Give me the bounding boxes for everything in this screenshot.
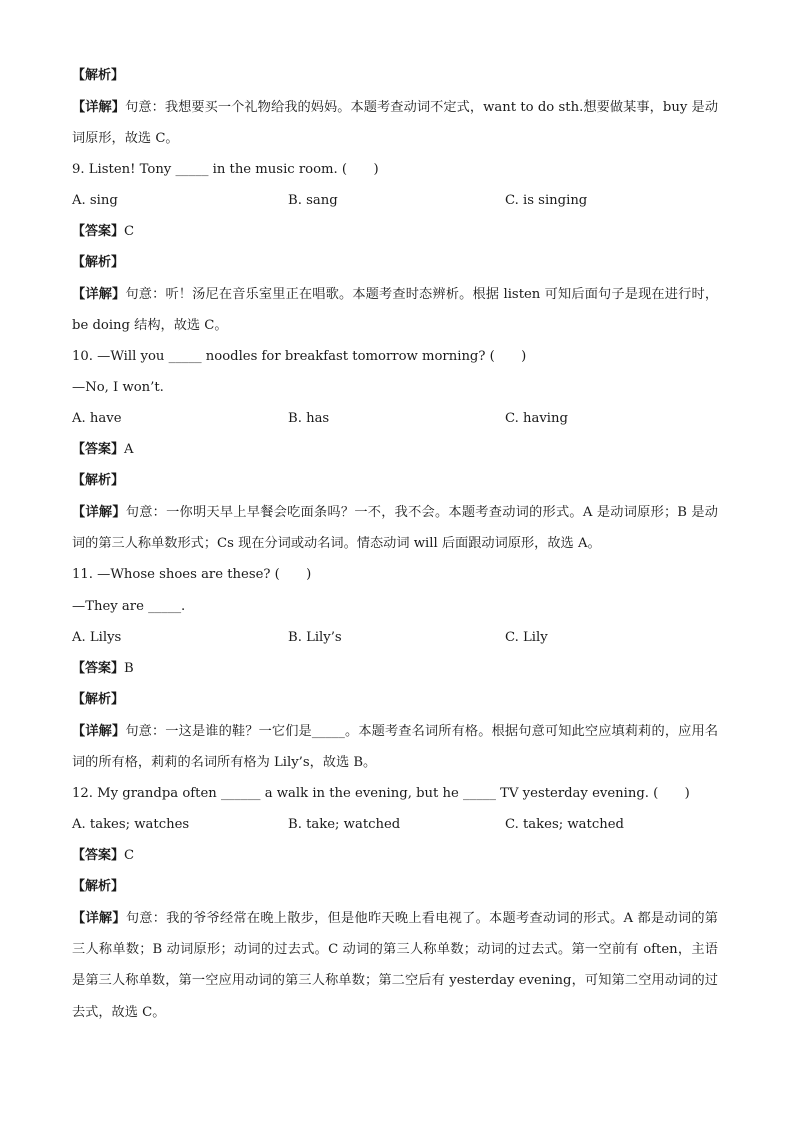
- detail-text: 句意：听！汤尼在音乐室里正在唱歌。本题考查时态辨析。根据 listen 可知后面句子是现在进行时，be doing 结构，故选 C。: [72, 287, 719, 334]
- option-c: C. takes; watched: [505, 817, 624, 832]
- answer-line: [72, 440, 732, 460]
- detail-paragraph: [72, 279, 718, 341]
- question-text: 11. —Whose shoes are these? ( ): [72, 567, 312, 582]
- analysis-label: 【解析】: [72, 879, 125, 894]
- option-a: A. sing: [72, 193, 118, 208]
- option-a: A. Lilys: [72, 630, 122, 645]
- answer-value: C: [124, 224, 135, 239]
- question-text-line2: —No, I won’t.: [72, 380, 164, 395]
- answer-value: A: [124, 442, 134, 457]
- option-c: C. is singing: [505, 193, 588, 208]
- analysis-label: 【解析】: [72, 255, 125, 270]
- answer-label: 【答案】: [72, 442, 125, 457]
- option-b: B. take; watched: [288, 817, 401, 832]
- detail-label: 【详解】: [72, 911, 126, 926]
- option-b: B. Lily’s: [288, 630, 342, 645]
- detail-label: 【详解】: [72, 100, 126, 115]
- analysis-label: 【解析】: [72, 473, 125, 488]
- answer-line: [72, 222, 732, 242]
- question-text: 12. My grandpa often ______ a walk in the evening, but he _____ TV yesterday evening. ( ): [72, 786, 690, 801]
- detail-paragraph: [72, 497, 718, 559]
- option-a: A. takes; watches: [72, 817, 190, 832]
- detail-paragraph: [72, 716, 718, 778]
- option-b: B. sang: [288, 193, 338, 208]
- detail-text: 句意：我想要买一个礼物给我的妈妈。本题考查动词不定式，want to do sth.想要做某事，buy 是动词原形，故选 C。: [72, 100, 719, 147]
- question-text-line2: —They are _____.: [72, 599, 186, 614]
- detail-text: 句意：一你明天早上早餐会吃面条吗？一不，我不会。本题考查动词的形式。A 是动词原形；B 是动词的第三人称单数形式；Cs 现在分词或动名词。情态动词 will 后面跟动词原形，故选 A。: [72, 505, 718, 552]
- analysis-label: 【解析】: [72, 692, 125, 707]
- analysis-heading: [72, 471, 732, 491]
- question-text: 9. Listen! Tony _____ in the music room. ( ): [72, 162, 379, 177]
- analysis-heading: [72, 690, 732, 710]
- detail-text: 句意：一这是谁的鞋？一它们是_____。本题考查名词所有格。根据句意可知此空应填莉莉的，应用名词的所有格，莉莉的名词所有格为 Lily’s，故选 B。: [72, 724, 719, 771]
- answer-label: 【答案】: [72, 848, 125, 863]
- answer-value: C: [124, 848, 135, 863]
- answer-line: [72, 846, 732, 866]
- analysis-heading: [72, 877, 732, 897]
- detail-paragraph: [72, 92, 718, 154]
- option-c: C. having: [505, 411, 568, 426]
- analysis-label: 【解析】: [72, 68, 125, 83]
- question-text: 10. —Will you _____ noodles for breakfast tomorrow morning? ( ): [72, 349, 527, 364]
- option-a: A. have: [72, 411, 122, 426]
- detail-label: 【详解】: [72, 724, 126, 739]
- analysis-heading: [72, 253, 732, 273]
- answer-label: 【答案】: [72, 661, 125, 676]
- option-c: C. Lily: [505, 630, 548, 645]
- detail-label: 【详解】: [72, 287, 126, 302]
- option-b: B. has: [288, 411, 330, 426]
- detail-text: 句意：我的爷爷经常在晚上散步，但是他昨天晚上看电视了。本题考查动词的形式。A 都是动词的第三人称单数；B 动词原形；动词的过去式。C 动词的第三人称单数；动词的过去式。第一空前有 often，主语是第三人称单数，第一空应用动词的第三人称单数；第二空后有 yesterday evening，可知第二空用动词的过去式，故选 C。: [72, 911, 718, 1020]
- answer-label: 【答案】: [72, 224, 125, 239]
- answer-line: [72, 659, 732, 679]
- analysis-heading: [72, 66, 732, 86]
- answer-value: B: [124, 661, 134, 676]
- detail-label: 【详解】: [72, 505, 126, 520]
- detail-paragraph: [72, 903, 718, 1028]
